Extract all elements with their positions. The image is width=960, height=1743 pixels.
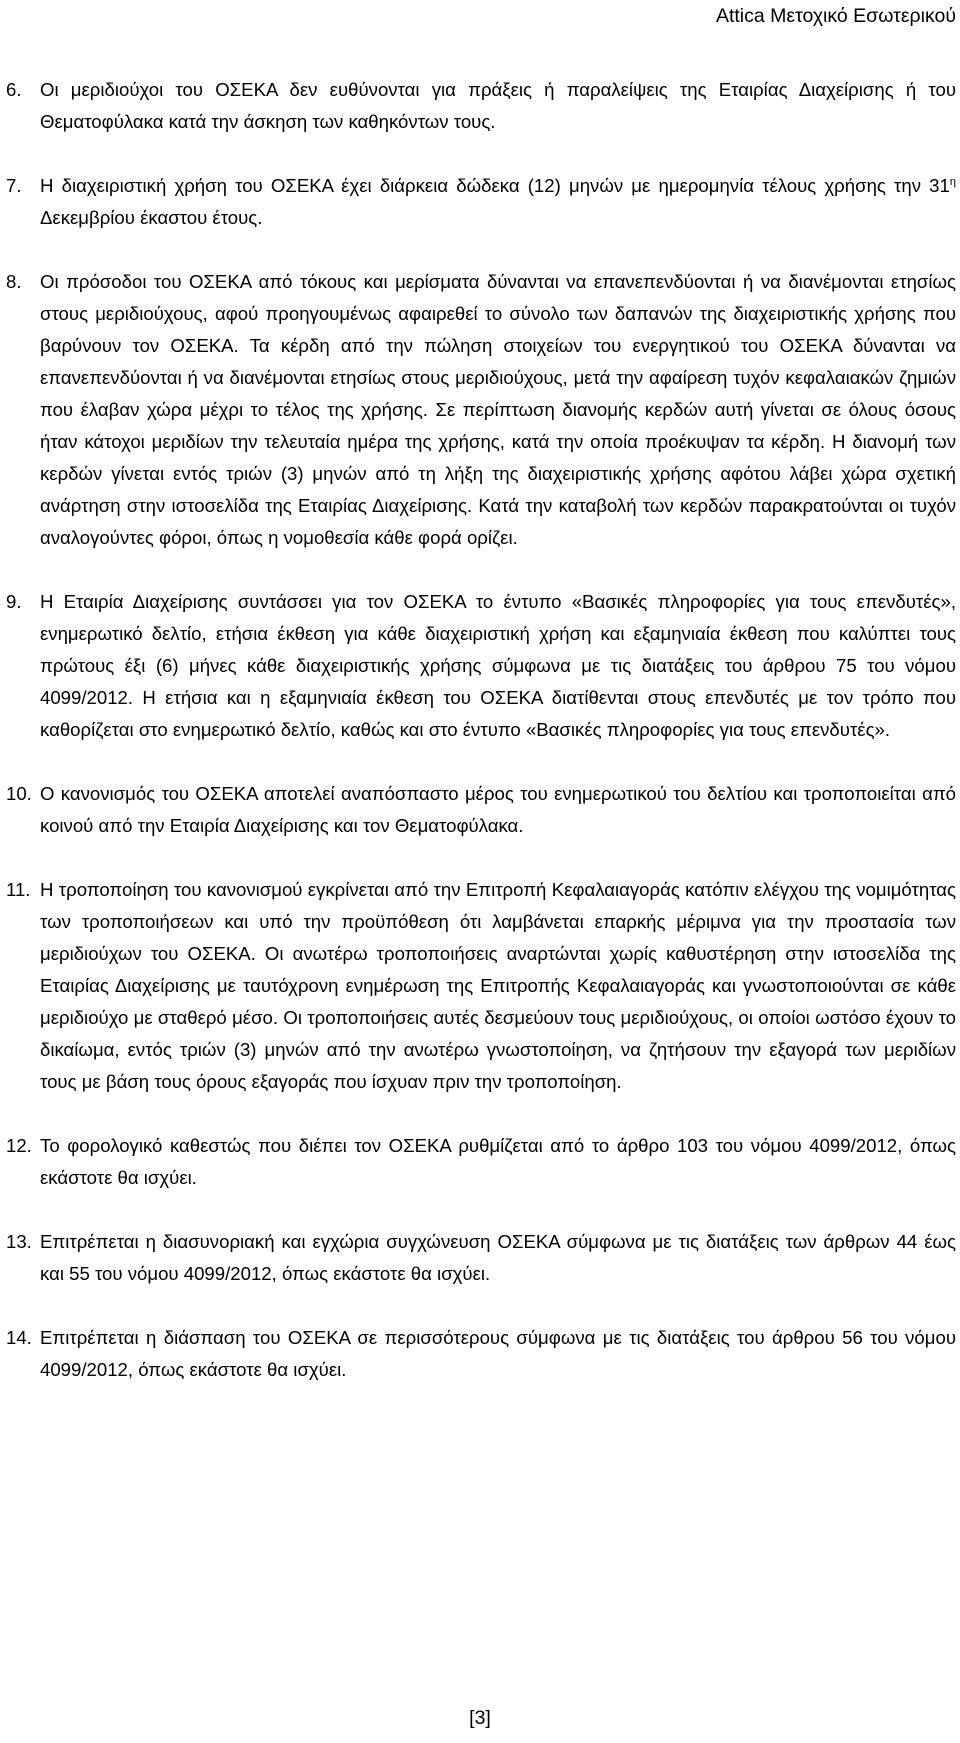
clause-text-part: Η διαχειριστική χρήση του ΟΣΕΚΑ έχει διάρκεια δώδεκα (12) μηνών με ημερομηνία τέλους χρήσης την 31 [40,175,950,196]
clause-text: Επιτρέπεται η διασυνοριακή και εγχώρια συγχώνευση ΟΣΕΚΑ σύμφωνα με τις διατάξεις των άρθρων 44 έως και 55 του νόμου 4099/2012, όπως εκάστοτε θα ισχύει. [40,1231,956,1284]
document-header-title: Attica Μετοχικό Εσωτερικού [715,5,956,27]
page-number: [3] [469,1707,491,1729]
clause-number: 10. [6,783,32,804]
ordinal-superscript: η [949,175,956,188]
clause-number: 7. [6,175,22,196]
clause-7 [6,170,956,234]
clause-6 [6,74,956,138]
clause-number: 6. [6,79,22,100]
clause-11 [6,874,956,1098]
clause-text [40,175,956,228]
clause-8 [6,266,956,554]
clause-number: 11. [6,879,31,900]
clause-text: Ο κανονισμός του ΟΣΕΚΑ αποτελεί αναπόσπαστο μέρος του ενημερωτικού του δελτίου και τροποποιείται από κοινού από την Εταιρία Διαχείρισης και τον Θεματοφύλακα. [40,783,956,836]
clause-number: 12. [6,1135,32,1156]
clause-text: Οι μεριδιούχοι του ΟΣΕΚΑ δεν ευθύνονται για πράξεις ή παραλείψεις της Εταιρίας Διαχείρισης ή του Θεματοφύλακα κατά την άσκηση των καθηκόντων τους. [40,79,956,132]
clause-text: Επιτρέπεται η διάσπαση του ΟΣΕΚΑ σε περισσότερους σύμφωνα με τις διατάξεις του άρθρου 56 του νόμου 4099/2012, όπως εκάστοτε θα ισχύει. [40,1327,956,1380]
clause-number: 13. [6,1231,32,1252]
clause-12 [6,1130,956,1194]
clause-text: Η τροποποίηση του κανονισμού εγκρίνεται από την Επιτροπή Κεφαλαιαγοράς κατόπιν ελέγχου της νομιμότητας των τροποποιήσεων και υπό την προϋπόθεση ότι λαμβάνεται επαρκής μέριμνα για την προστασία των μεριδιούχων του ΟΣΕΚΑ. Οι ανωτέρω τροποποιήσεις αναρτώνται χωρίς καθυστέρηση στην ιστοσελίδα της Εταιρίας Διαχείρισης με ταυτόχρονη ενημέρωση της Επιτροπής Κεφαλαιαγοράς και γνωστοποιούνται σε κάθε μεριδιούχο με σταθερό μέσο. Οι τροποποιήσεις αυτές δεσμεύουν τους μεριδιούχους, οι οποίοι ωστόσο έχουν το δικαίωμα, εντός τριών (3) μηνών από την ανωτέρω γνωστοποίηση, να ζητήσουν την εξαγορά των μεριδίων τους με βάση τους όρους εξαγοράς που ίσχυαν πριν την τροποποίηση. [40,879,956,1092]
clause-number: 8. [6,271,22,292]
clause-number: 14. [6,1327,32,1348]
document-body [0,74,960,1418]
clause-text: Το φορολογικό καθεστώς που διέπει τον ΟΣΕΚΑ ρυθμίζεται από το άρθρο 103 του νόμου 4099/2012, όπως εκάστοτε θα ισχύει. [40,1135,956,1188]
clause-text: Οι πρόσοδοι του ΟΣΕΚΑ από τόκους και μερίσματα δύνανται να επανεπενδύονται ή να διανέμονται ετησίως στους μεριδιούχους, αφού προηγουμένως αφαιρεθεί το σύνολο των δαπανών της διαχειριστικής χρήσης που βαρύνουν τον ΟΣΕΚΑ. Τα κέρδη από την πώληση στοιχείων του ενεργητικού του ΟΣΕΚΑ δύνανται να επανεπενδύονται ή να διανέμονται ετησίως στους μεριδιούχους, μετά την αφαίρεση τυχόν κεφαλαιακών ζημιών που έλαβαν χώρα μέχρι το τέλος της χρήσης. Σε περίπτωση διανομής κερδών αυτή γίνεται σε όλους όσους ήταν κάτοχοι μεριδίων την τελευταία ημέρα της χρήσης, κατά την οποία προέκυψαν τα κέρδη. Η διανομή των κερδών γίνεται εντός τριών (3) μηνών από τη λήξη της διαχειριστικής χρήσης αφότου λάβει χώρα σχετική ανάρτηση στην ιστοσελίδα της Εταιρίας Διαχείρισης. Κατά την καταβολή των κερδών παρακρατούνται οι τυχόν αναλογούντες φόροι, όπως η νομοθεσία κάθε φορά ορίζει. [40,271,956,548]
clause-number: 9. [6,591,22,612]
clause-text: Η Εταιρία Διαχείρισης συντάσσει για τον ΟΣΕΚΑ το έντυπο «Βασικές πληροφορίες για τους επενδυτές», ενημερωτικό δελτίο, ετήσια έκθεση για κάθε διαχειριστική χρήση και εξαμηνιαία έκθεση που καλύπτει τους πρώτους έξι (6) μήνες κάθε διαχειριστικής χρήσης σύμφωνα με τις διατάξεις του άρθρου 75 του νόμου 4099/2012. Η ετήσια και η εξαμηνιαία έκθεση του ΟΣΕΚΑ διατίθενται στους επενδυτές με τον τρόπο που καθορίζεται στο ενημερωτικό δελτίο, καθώς και στο έντυπο «Βασικές πληροφορίες για τους επενδυτές». [40,591,956,740]
clause-9 [6,586,956,746]
clause-13 [6,1226,956,1290]
clause-10 [6,778,956,842]
clause-14 [6,1322,956,1386]
clause-text-part: Δεκεμβρίου έκαστου έτους. [40,207,263,228]
